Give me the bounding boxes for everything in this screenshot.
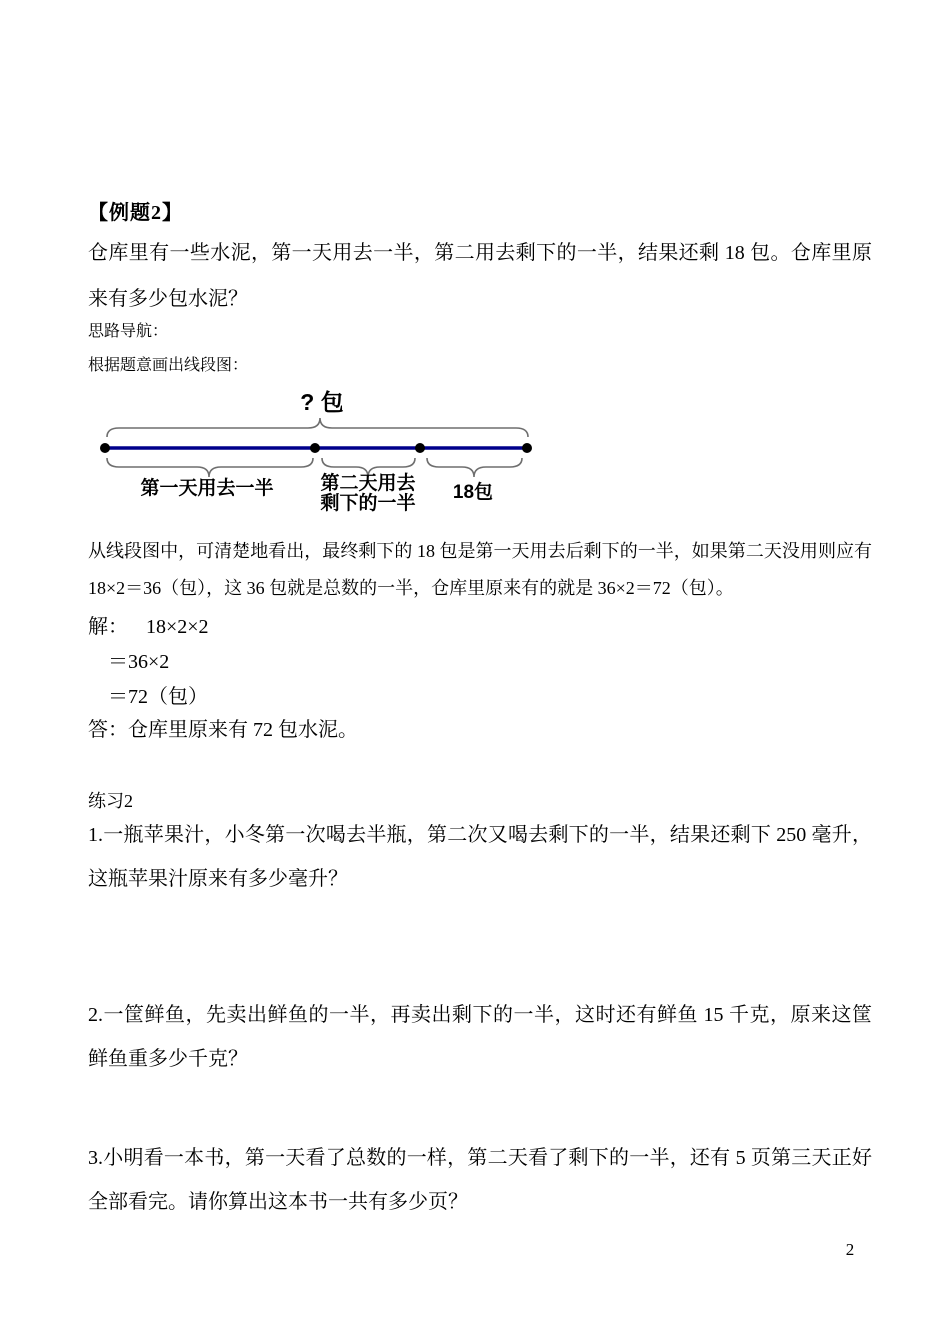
- exercise-title: 练习2: [88, 791, 133, 811]
- segment-dot: [310, 443, 320, 453]
- segment1-label: 第一天用去一半: [140, 478, 274, 499]
- analysis-text: 从线段图中，可清楚地看出，最终剩下的 18 包是第一天用去后剩下的一半，如果第二天没用则应有 18×2＝36（包），这 36 包就是总数的一半，仓库里原来有的就是 36×2＝72（包）。: [88, 541, 872, 598]
- solution-label: 解：: [88, 616, 128, 638]
- segment-dot: [522, 443, 532, 453]
- practice-problem-1: 1.一瓶苹果汁，小冬第一次喝去半瓶，第二次又喝去剩下的一半，结果还剩下 250 毫升，这瓶苹果汁原来有多少毫升？: [88, 824, 872, 890]
- solution-line-2: ＝36×2: [108, 651, 170, 673]
- example-title: 【例题2】: [88, 202, 183, 224]
- under-brace-1: [107, 458, 313, 477]
- practice-problem-2: 2.一筐鲜鱼，先卖出鲜鱼的一半，再卖出剩下的一半，这时还有鲜鱼 15 千克，原来这筐鲜鱼重多少千克？: [88, 1004, 872, 1070]
- example-problem-text: 仓库里有一些水泥，第一天用去一半，第二用去剩下的一半，结果还剩 18 包。仓库里原来有多少包水泥？: [88, 242, 872, 310]
- segment2-label-line1: 第二天用去: [320, 473, 416, 494]
- under-brace-3: [427, 458, 522, 477]
- practice-problem-3: 3.小明看一本书，第一天看了总数的一样，第二天看了剩下的一半，还有 5 页第三天正好全部看完。请你算出这本书一共有多少页？: [88, 1147, 872, 1213]
- segment2-label: [318, 474, 418, 514]
- segment-dot: [415, 443, 425, 453]
- top-brace: [107, 418, 528, 437]
- solution-line-3: ＝72（包）: [108, 686, 208, 708]
- guide-label: 思路导航：: [88, 323, 169, 340]
- segment-dot: [100, 443, 110, 453]
- page-number: 2: [845, 1240, 855, 1259]
- segment3-label: 18包: [452, 482, 494, 503]
- segment-diagram: [95, 415, 535, 480]
- diagram-total-label: ? 包: [300, 389, 344, 415]
- solution-line-1: [88, 610, 209, 639]
- segment2-label-line2: 剩下的一半: [320, 493, 416, 514]
- solution-expression-1: 18×2×2: [146, 616, 209, 638]
- diagram-intro: 根据题意画出线段图：: [88, 357, 249, 374]
- answer-text: 答：仓库里原来有 72 包水泥。: [88, 719, 358, 741]
